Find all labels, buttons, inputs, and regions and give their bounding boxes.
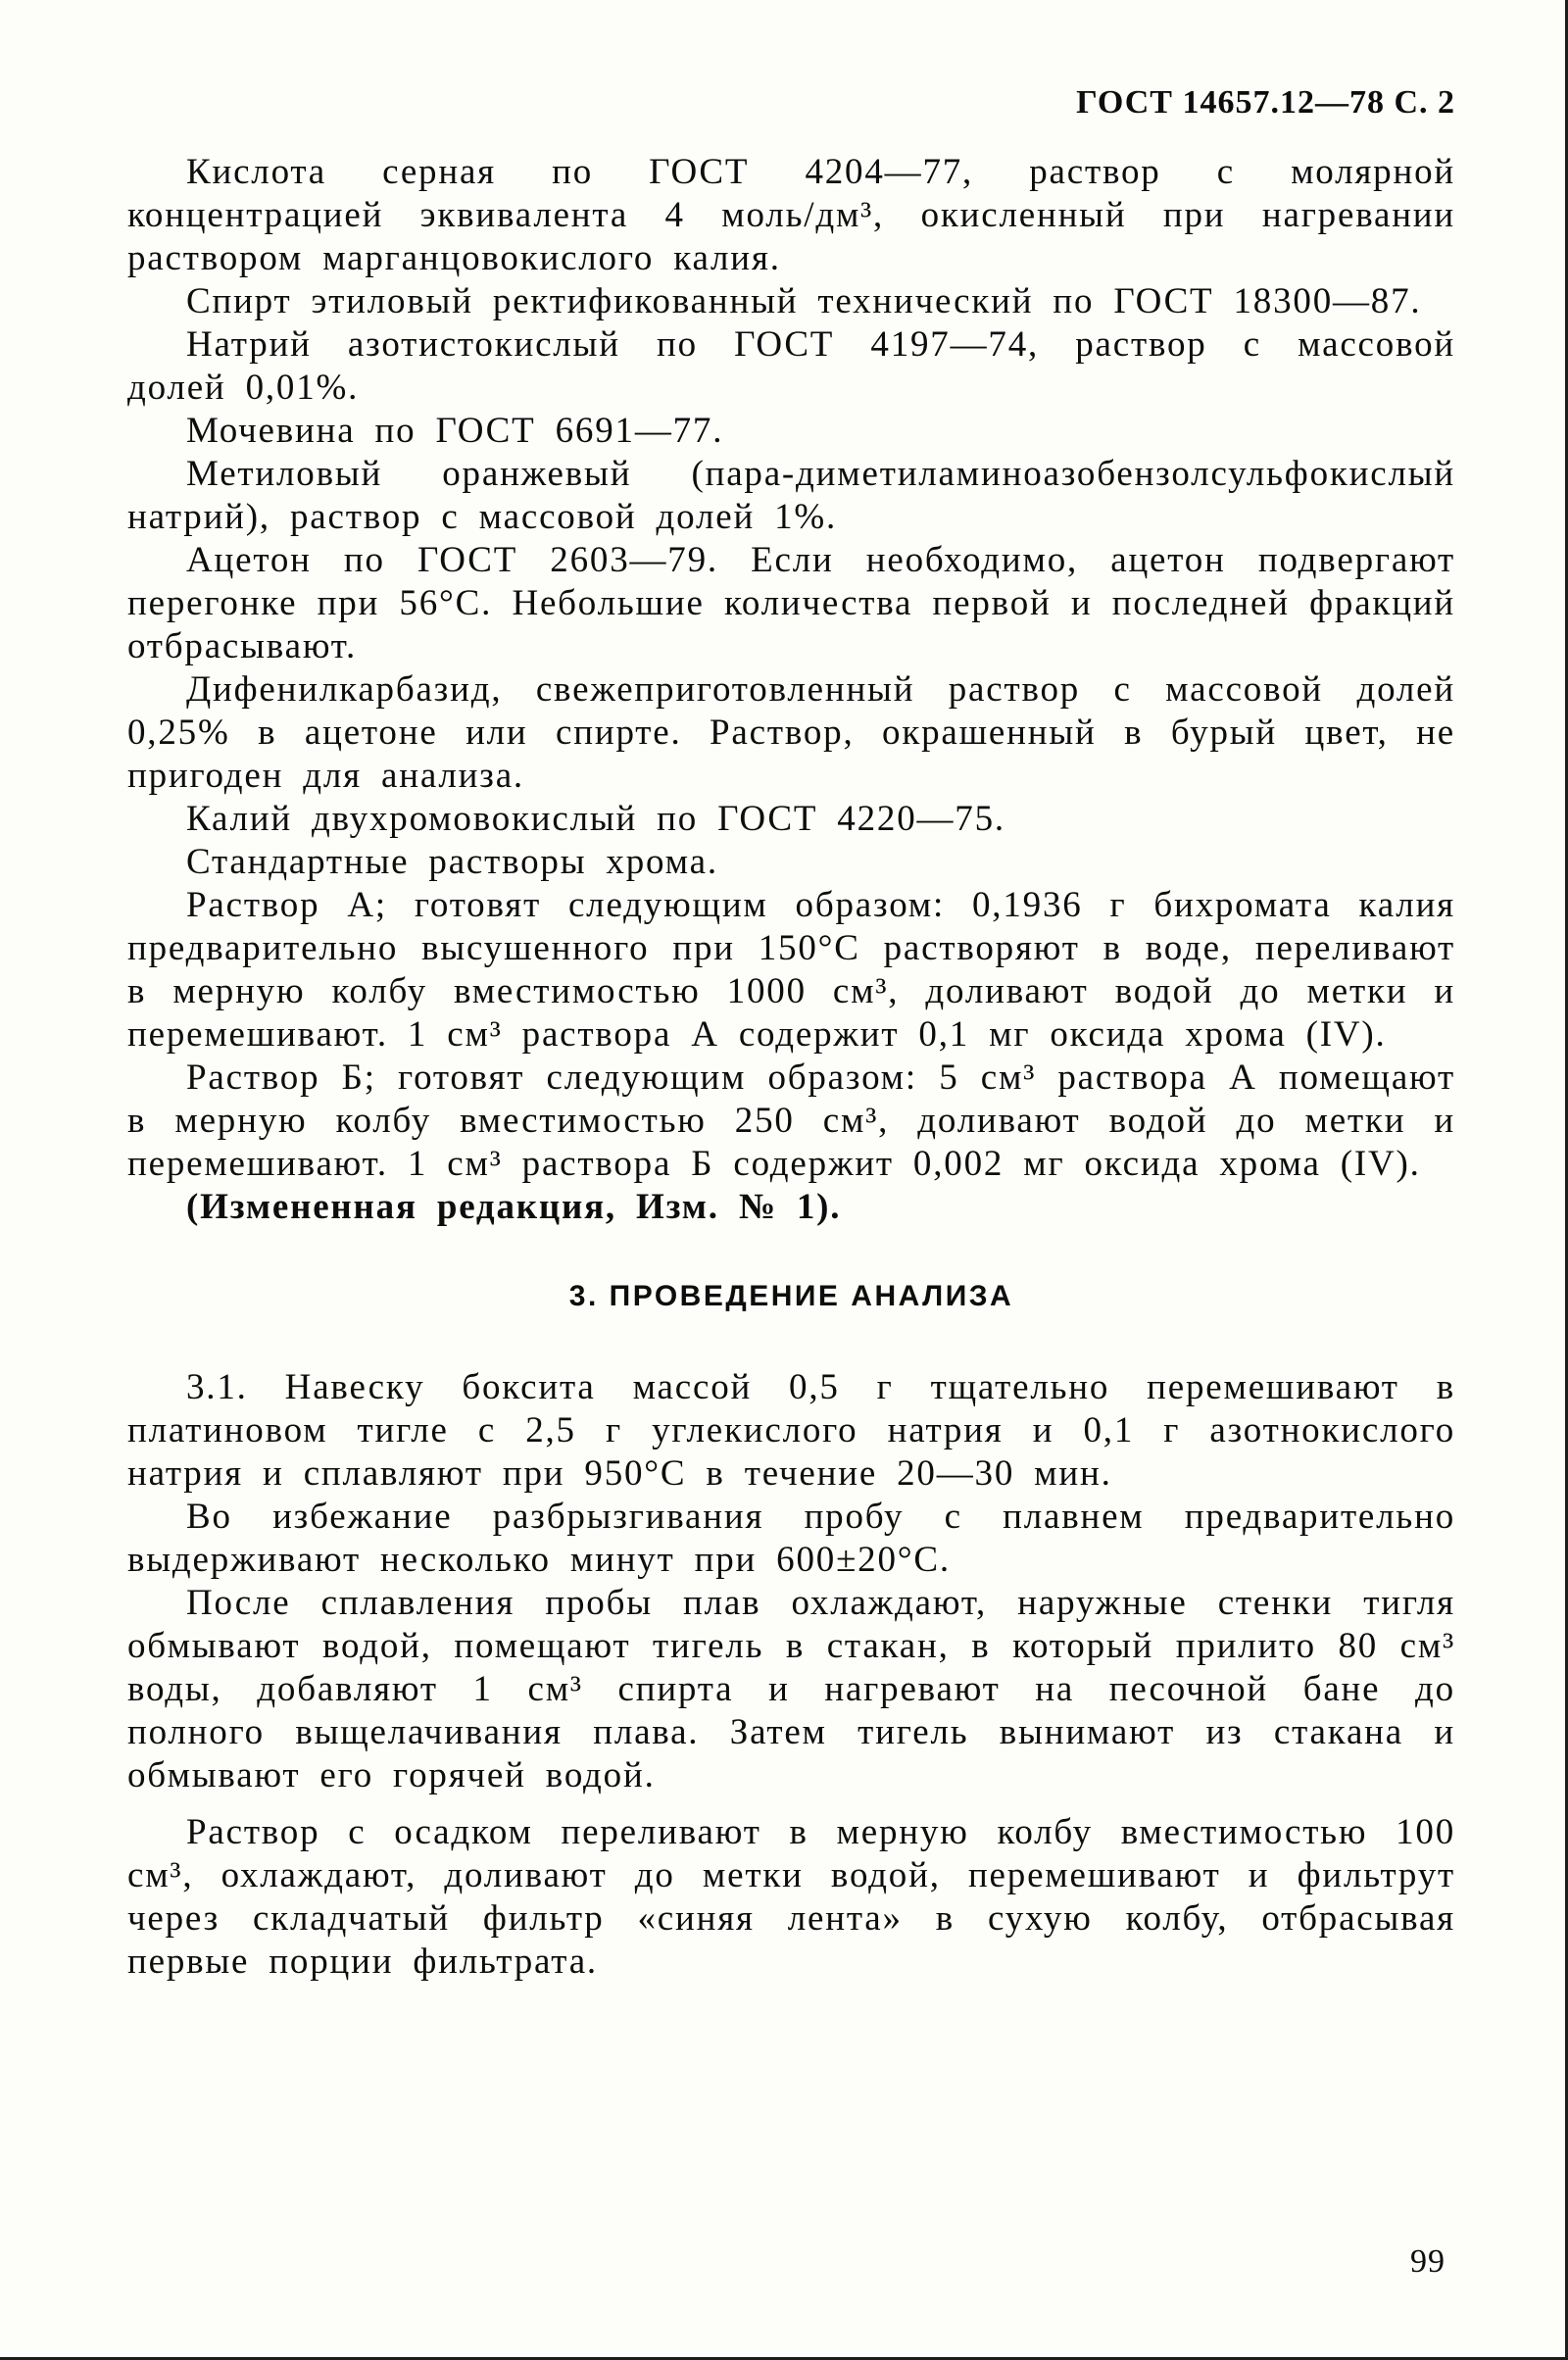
paragraph: Стандартные растворы хрома. (186, 842, 718, 882)
paragraph: Ацетон по ГОСТ 2603—79. Если необходимо, ацетон подвергают перегонке при 56°С. Небольшие количества первой и последней фракций отбрасывают. (127, 540, 1455, 666)
paragraph: Мочевина по ГОСТ 6691—77. (186, 411, 724, 451)
paragraph: Натрий азотистокислый по ГОСТ 4197—74, раствор с массовой долей 0,01%. (127, 324, 1455, 408)
paragraph: Раствор с осадком переливают в мерную колбу вместимостью 100 см³, охлаждают, доливают до метки водой, перемешивают и фильтрут через складчатый фильтр «синяя лента» в сухую колбу, отбрасывая первые порции фильтрата. (127, 1812, 1455, 1982)
section-heading: 3. ПРОВЕДЕНИЕ АНАЛИЗА (568, 1280, 1014, 1312)
paragraph: Калий двухромовокислый по ГОСТ 4220—75. (186, 799, 1005, 839)
document-body (127, 151, 1455, 1984)
document-header: ГОСТ 14657.12—78 С. 2 (1076, 84, 1455, 121)
paragraph: Раствор А; готовят следующим образом: 0,1936 г бихромата калия предварительно высушенного при 150°С растворяют в воде, переливают в мерную колбу вместимостью 1000 см³, доливают водой до метки и перемешивают. 1 см³ раствора А содержит 0,1 мг оксида хрома (IV). (127, 885, 1455, 1055)
paragraph: Кислота серная по ГОСТ 4204—77, раствор с молярной концентрацией эквивалента 4 моль/дм³, окисленный при нагревании раствором марганцовокислого калия. (127, 152, 1455, 278)
paragraph: Раствор Б; готовят следующим образом: 5 см³ раствора А помещают в мерную колбу вместимостью 250 см³, доливают водой до метки и перемешивают. 1 см³ раствора Б содержит 0,002 мг оксида хрома (IV). (127, 1057, 1455, 1184)
paragraph: (Измененная редакция, Изм. № 1). (186, 1187, 842, 1227)
page-number: 99 (1410, 2243, 1446, 2280)
paragraph: 3.1. Навеску боксита массой 0,5 г тщательно перемешивают в платиновом тигле с 2,5 г углекислого натрия и 0,1 г азотнокислого натрия и сплавляют при 950°С в течение 20—30 мин. (127, 1367, 1455, 1494)
paragraph: Дифенилкарбазид, свежеприготовленный раствор с массовой долей 0,25% в ацетоне или спирте. Раствор, окрашенный в бурый цвет, не пригоден для анализа. (127, 669, 1455, 796)
paragraph: Во избежание разбрызгивания пробу с плавнем предварительно выдерживают несколько минут при 600±20°С. (127, 1497, 1455, 1580)
paragraph: Спирт этиловый ректификованный технический по ГОСТ 18300—87. (186, 281, 1422, 321)
paragraph: Метиловый оранжевый (пара-диметиламиноазобензолсульфокислый натрий), раствор с массовой долей 1%. (127, 454, 1455, 537)
paragraph: После сплавления пробы плав охлаждают, наружные стенки тигля обмывают водой, помещают тигель в стакан, в который прилито 80 см³ воды, добавляют 1 см³ спирта и нагревают на песочной бане до полного выщелачивания плава. Затем тигель вынимают из стакана и обмывают его горячей водой. (127, 1583, 1455, 1795)
